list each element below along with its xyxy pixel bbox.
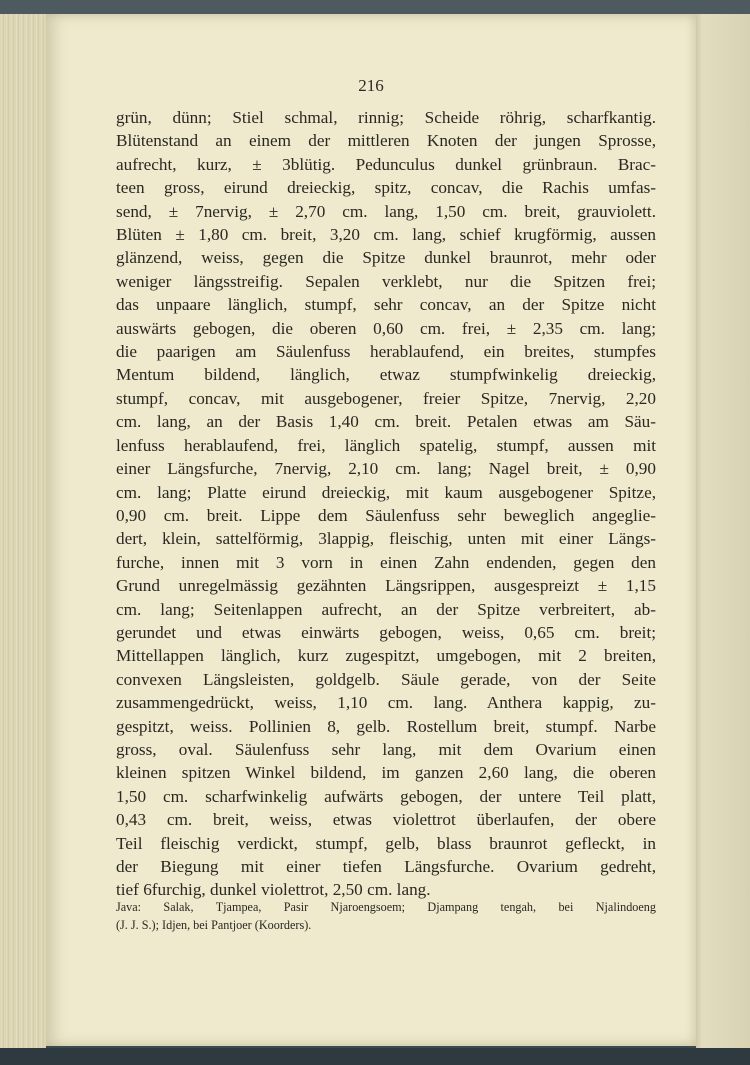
text-line: convexen Längsleisten, goldgelb. Säule gerade, von der Seite [116,669,656,689]
text-line: 1,50 cm. scharfwinkelig aufwärts gebogen, der untere Teil platt, [116,786,656,806]
text-line: stumpf, concav, mit ausgebogener, freier Spitze, 7nervig, 2,20 [116,388,656,408]
text-line: cm. lang; Seitenlappen aufrecht, an der Spitze verbreitert, ab- [116,599,656,619]
footnote-line: (J. J. S.); Idjen, bei Pantjoer (Koorders). [116,918,312,932]
text-line: glänzend, weiss, gegen die Spitze dunkel braunrot, mehr oder [116,248,656,268]
text-line: send, ± 7nervig, ± 2,70 cm. lang, 1,50 cm. breit, grauviolett. [116,201,656,221]
book-page-edges [0,14,46,1050]
text-line: dert, klein, sattelförmig, 3lappig, fleischig, unten mit einer Längs- [116,529,656,549]
text-line: tief 6furchig, dunkel violettrot, 2,50 cm. lang. [116,880,431,900]
scan-background-bottom [0,1048,750,1065]
text-line: Mittellappen länglich, kurz zugespitzt, umgebogen, mit 2 breiten, [116,646,656,666]
body-text [116,106,656,902]
text-line: das unpaare länglich, stumpf, sehr concav, an der Spitze nicht [116,295,656,315]
text-line: lenfuss herablaufend, frei, länglich spatelig, stumpf, aussen mit [116,435,656,455]
next-page-edge [696,14,750,1050]
text-line: weniger längsstreifig. Sepalen verklebt, nur die Spitzen frei; [116,271,656,291]
text-line: teen gross, eirund dreieckig, spitz, concav, die Rachis umfas- [116,178,656,198]
text-line: furche, innen mit 3 vorn in einen Zahn endenden, gegen den [116,552,656,572]
scan-background-top [0,0,750,14]
footnote-line: Java: Salak, Tjampea, Pasir Njaroengsoem; Djampang tengah, bei Njalindoeng [116,900,656,914]
text-line: Teil fleischig verdickt, stumpf, gelb, blass braunrot gefleckt, in [116,833,656,853]
page-number: 216 [358,76,384,95]
text-line: zusammengedrückt, weiss, 1,10 cm. lang. Anthera kappig, zu- [116,693,656,713]
text-line: die paarigen am Säulenfuss herablaufend, ein breites, stumpfes [116,342,656,362]
text-line: grün, dünn; Stiel schmal, rinnig; Scheide röhrig, scharfkantig. [116,108,656,127]
text-line: gespitzt, weiss. Pollinien 8, gelb. Rostellum breit, stumpf. Narbe [116,716,656,736]
text-line: Blüten ± 1,80 cm. breit, 3,20 cm. lang, schief krugförmig, aussen [116,225,656,245]
text-line: Blütenstand an einem der mittleren Knoten der jungen Sprosse, [116,131,656,151]
text-line: auswärts gebogen, die oberen 0,60 cm. frei, ± 2,35 cm. lang; [116,318,656,338]
locality-footnote [116,898,656,934]
text-line: cm. lang; Platte eirund dreieckig, mit kaum ausgebogener Spitze, [116,482,656,502]
text-line: 0,43 cm. breit, weiss, etwas violettrot überlaufen, der obere [116,810,656,830]
text-line: 0,90 cm. breit. Lippe dem Säulenfuss sehr beweglich angeglie- [116,505,656,525]
text-line: Grund unregelmässig gezähnten Längsrippen, ausgespreizt ± 1,15 [116,576,656,596]
text-line: kleinen spitzen Winkel bildend, im ganzen 2,60 lang, die oberen [116,763,656,783]
text-line: gerundet und etwas einwärts gebogen, weiss, 0,65 cm. breit; [116,622,656,642]
text-line: der Biegung mit einer tiefen Längsfurche. Ovarium gedreht, [116,857,656,876]
text-line: einer Längsfurche, 7nervig, 2,10 cm. lang; Nagel breit, ± 0,90 [116,459,656,479]
text-line: cm. lang, an der Basis 1,40 cm. breit. Petalen etwas am Säu- [116,412,656,432]
text-line: gross, oval. Säulenfuss sehr lang, mit dem Ovarium einen [116,739,656,759]
text-line: aufrecht, kurz, ± 3blütig. Pedunculus dunkel grünbraun. Brac- [116,154,656,174]
text-line: Mentum bildend, länglich, etwaz stumpfwinkelig dreieckig, [116,365,656,385]
